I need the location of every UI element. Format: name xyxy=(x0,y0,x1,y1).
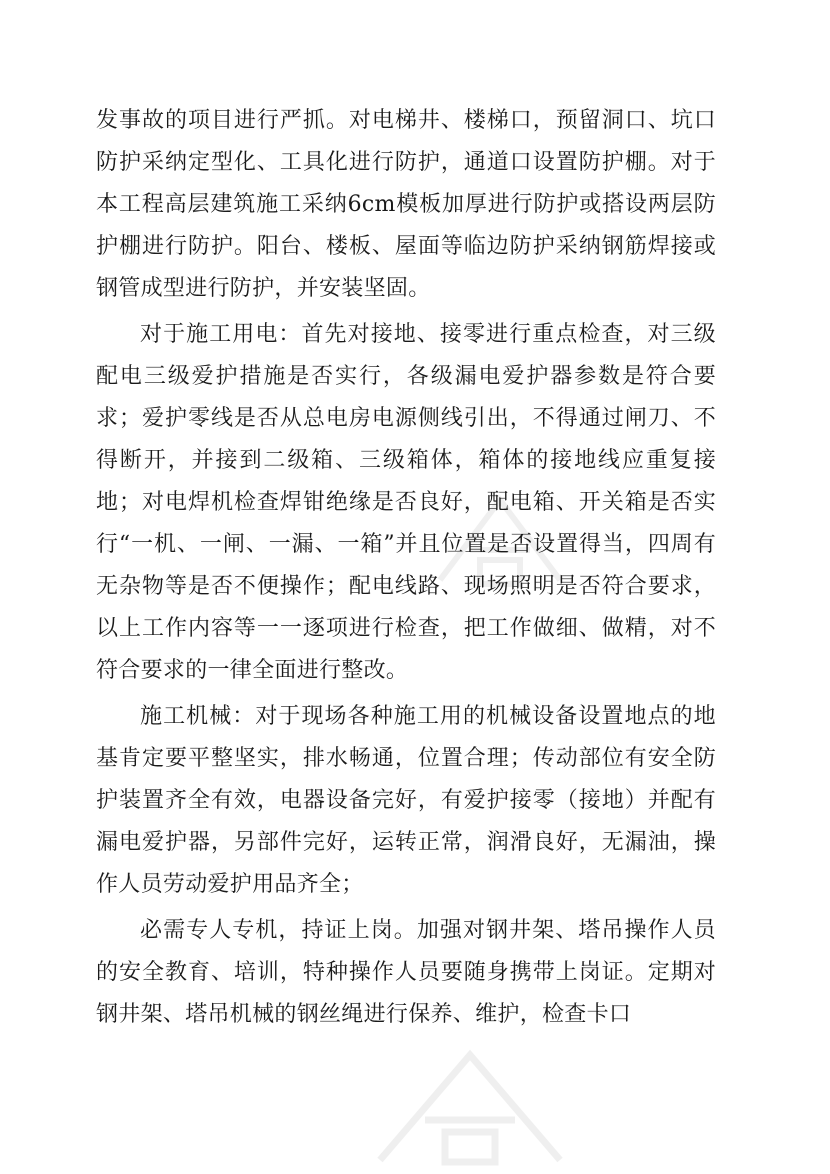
paragraph-construction-machinery: 施工机械：对于现场各种施工用的机械设备设置地点的地基肯定要平整坚实，排水畅通，位置合理；传动部位有安全防护装置齐全有效，电器设备完好，有爱护接零（接地）并配有漏电爱护器，另部件完好，运转正常，润滑良好，无漏油，操作人员劳动爱护用品齐全； xyxy=(96,704,716,897)
paragraph-construction-electricity: 对于施工用电：首先对接地、接零进行重点检查，对三级配电三级爱护措施是否实行，各级漏电爱护器参数是符合要求；爱护零线是否从总电房电源侧线引出，不得通过闸刀、不得断开，并接到二级箱、三级箱体，箱体的接地线应重复接地；对电焊机检查焊钳绝缘是否良好，配电箱、开关箱是否实行“一机、一闸、一漏、一箱”并且位置是否设置得当，四周有无杂物等是否不便操作；配电线路、现场照明是否符合要求，以上工作内容等一一逐项进行检查，把工作做细、做精，对不符合要求的一律全面进行整改。 xyxy=(96,322,716,683)
document-body xyxy=(96,100,716,1036)
watermark-logo-icon xyxy=(370,1040,570,1170)
paragraph-protection-measures: 发事故的项目进行严抓。对电梯井、楼梯口，预留洞口、坑口防护采纳定型化、工具化进行防护，通道口设置防护棚。对于本工程高层建筑施工采纳6cm模板加厚进行防护或搭设两层防护棚进行防护。阳台、楼板、屋面等临边防护采纳钢筋焊接或钢管成型进行防护，并安装坚固。 xyxy=(96,108,716,301)
paragraph-certified-operators: 必需专人专机，持证上岗。加强对钢井架、塔吊操作人员的安全教育、培训，特种操作人员要随身携带上岗证。定期对钢井架、塔吊机械的钢丝绳进行保养、维护，检查卡口 xyxy=(96,918,716,1027)
